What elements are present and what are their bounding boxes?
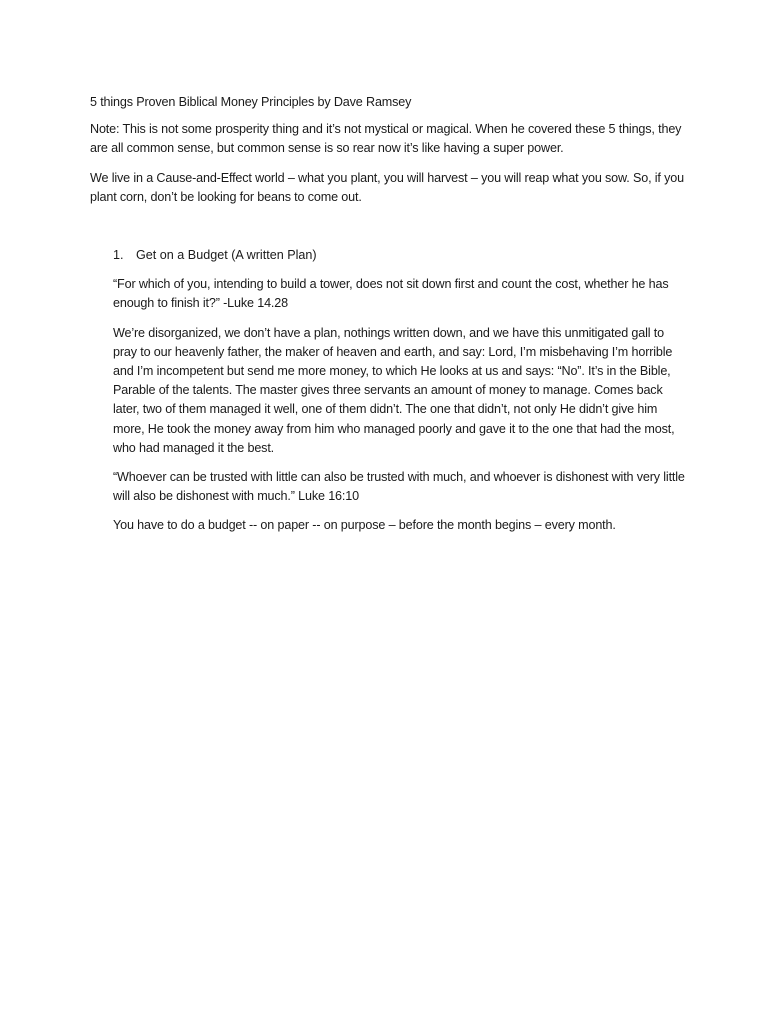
- section-heading: [113, 246, 688, 265]
- scripture-quote-luke-14: “For which of you, intending to build a tower, does not sit down first and count the cost, whether he has enough to finish it?” -Luke 14.28: [113, 277, 669, 311]
- body-paragraph: We’re disorganized, we don’t have a plan, nothings written down, and we have this unmitigated gall to pray to our heavenly father, the maker of heaven and earth, and say: Lord, I’m misbehaving I’m horrible and I’m incompetent but send me more money, to which He looks at us and says: “No”. It’s in the Bible, Parable of the talents. The master gives three servants an amount of money to manage. Comes back later, two of them managed it well, one of them didn’t. The one that didn’t, not only He didn’t give him more, He took the money away from him who managed poorly and gave it to the one that had the most, who had managed it the best.: [113, 325, 675, 455]
- intro-paragraph: We live in a Cause-and-Effect world – what you plant, you will harvest – you will reap what you sow. So, if you plant corn, don’t be looking for beans to come out.: [90, 170, 684, 204]
- budget-conclusion: You have to do a budget -- on paper -- on purpose – before the month begins – every month.: [113, 518, 616, 533]
- section-number: 1.: [113, 248, 124, 263]
- scripture-quote-luke-16: “Whoever can be trusted with little can also be trusted with much, and whoever is dishonest with very little will also be dishonest with much.” Luke 16:10: [113, 470, 685, 504]
- document-title: 5 things Proven Biblical Money Principles by Dave Ramsey: [90, 95, 412, 109]
- section-spacer: [90, 217, 688, 246]
- note-paragraph: Note: This is not some prosperity thing and it’s not mystical or magical. When he covered these 5 things, they are all common sense, but common sense is so rear now it’s like having a super power.: [90, 122, 682, 156]
- section-heading-text: Get on a Budget (A written Plan): [136, 248, 317, 263]
